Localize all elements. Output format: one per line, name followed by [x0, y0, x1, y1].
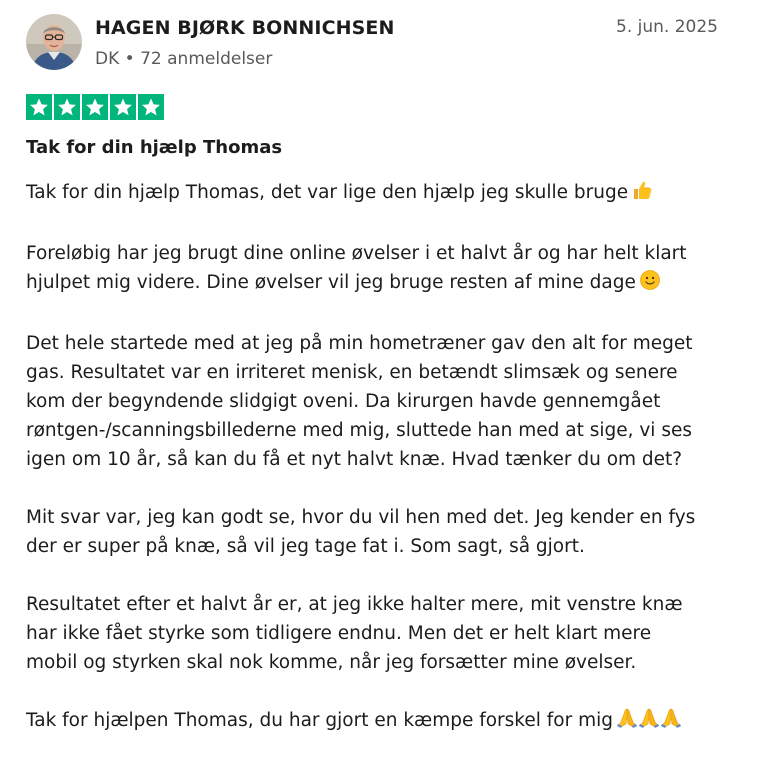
reviewer-country: DK	[95, 49, 120, 69]
review-paragraph	[26, 178, 750, 210]
avatar[interactable]	[26, 14, 82, 70]
review-paragraph	[26, 239, 750, 300]
smiley-icon	[639, 269, 661, 300]
review-text-line: Det hele startede med at jeg på min hometræner gav den alt for meget	[26, 333, 693, 354]
reviewer-name[interactable]: HAGEN BJØRK BONNICHSEN	[95, 17, 395, 39]
review-header	[26, 12, 718, 74]
reviewer-review-count: 72 anmeldelser	[140, 49, 273, 69]
praying-hands-icon	[616, 707, 682, 738]
review-text-line: mobil og styrken skal nok komme, når jeg forsætter mine øvelser.	[26, 652, 637, 673]
review-paragraph	[26, 590, 750, 677]
review-text-line: der er super på knæ, så vil jeg tage fat i. Som sagt, så gjort.	[26, 536, 585, 557]
star-icon	[26, 94, 52, 120]
review-text-line: igen om 10 år, så kan du få et nyt halvt knæ. Hvad tænker du om det?	[26, 449, 683, 470]
star-icon	[138, 94, 164, 120]
review-paragraph	[26, 503, 750, 561]
review-title: Tak for din hjælp Thomas	[26, 137, 283, 158]
review-text-line: gas. Resultatet var en irriteret menisk, en betændt slimsæk og senere	[26, 362, 678, 383]
star-rating	[26, 94, 164, 120]
review-text-line: har ikke fået styrke som tidligere endnu. Men det er helt klart mere	[26, 623, 652, 644]
review-date: 5. jun. 2025	[616, 17, 718, 37]
star-icon	[82, 94, 108, 120]
review-text-line: Tak for hjælpen Thomas, du har gjort en kæmpe forskel for mig	[26, 710, 613, 731]
review-text-line: hjulpet mig videre. Dine øvelser vil jeg bruge resten af mine dage	[26, 272, 636, 293]
review-paragraph	[26, 329, 750, 474]
avatar-photo-icon	[26, 14, 82, 70]
review-text-line-with-emoji	[26, 178, 750, 210]
star-icon	[110, 94, 136, 120]
review-text-line: kom der begyndende slidgigt oveni. Da kirurgen havde gennemgået	[26, 391, 661, 412]
review-text-line: røntgen-/scanningsbillederne med mig, sluttede han med at sige, vi ses	[26, 420, 692, 441]
review-text-line: Tak for din hjælp Thomas, det var lige den hjælp jeg skulle bruge	[26, 182, 629, 203]
meta-separator: •	[124, 49, 135, 69]
review-text-line-with-emoji	[26, 706, 750, 738]
review-text-line: Foreløbig har jeg brugt dine online øvelser i et halvt år og har helt klart	[26, 243, 687, 264]
review-text-line: Resultatet efter et halvt år er, at jeg ikke halter mere, mit venstre knæ	[26, 594, 683, 615]
review-text-line-with-emoji	[26, 268, 750, 300]
thumbs-up-icon	[631, 179, 653, 210]
review-text-line: Mit svar var, jeg kan godt se, hvor du vil hen med det. Jeg kender en fys	[26, 507, 696, 528]
review-body	[26, 178, 750, 767]
star-icon	[54, 94, 80, 120]
review-paragraph	[26, 706, 750, 738]
reviewer-meta	[95, 49, 272, 69]
